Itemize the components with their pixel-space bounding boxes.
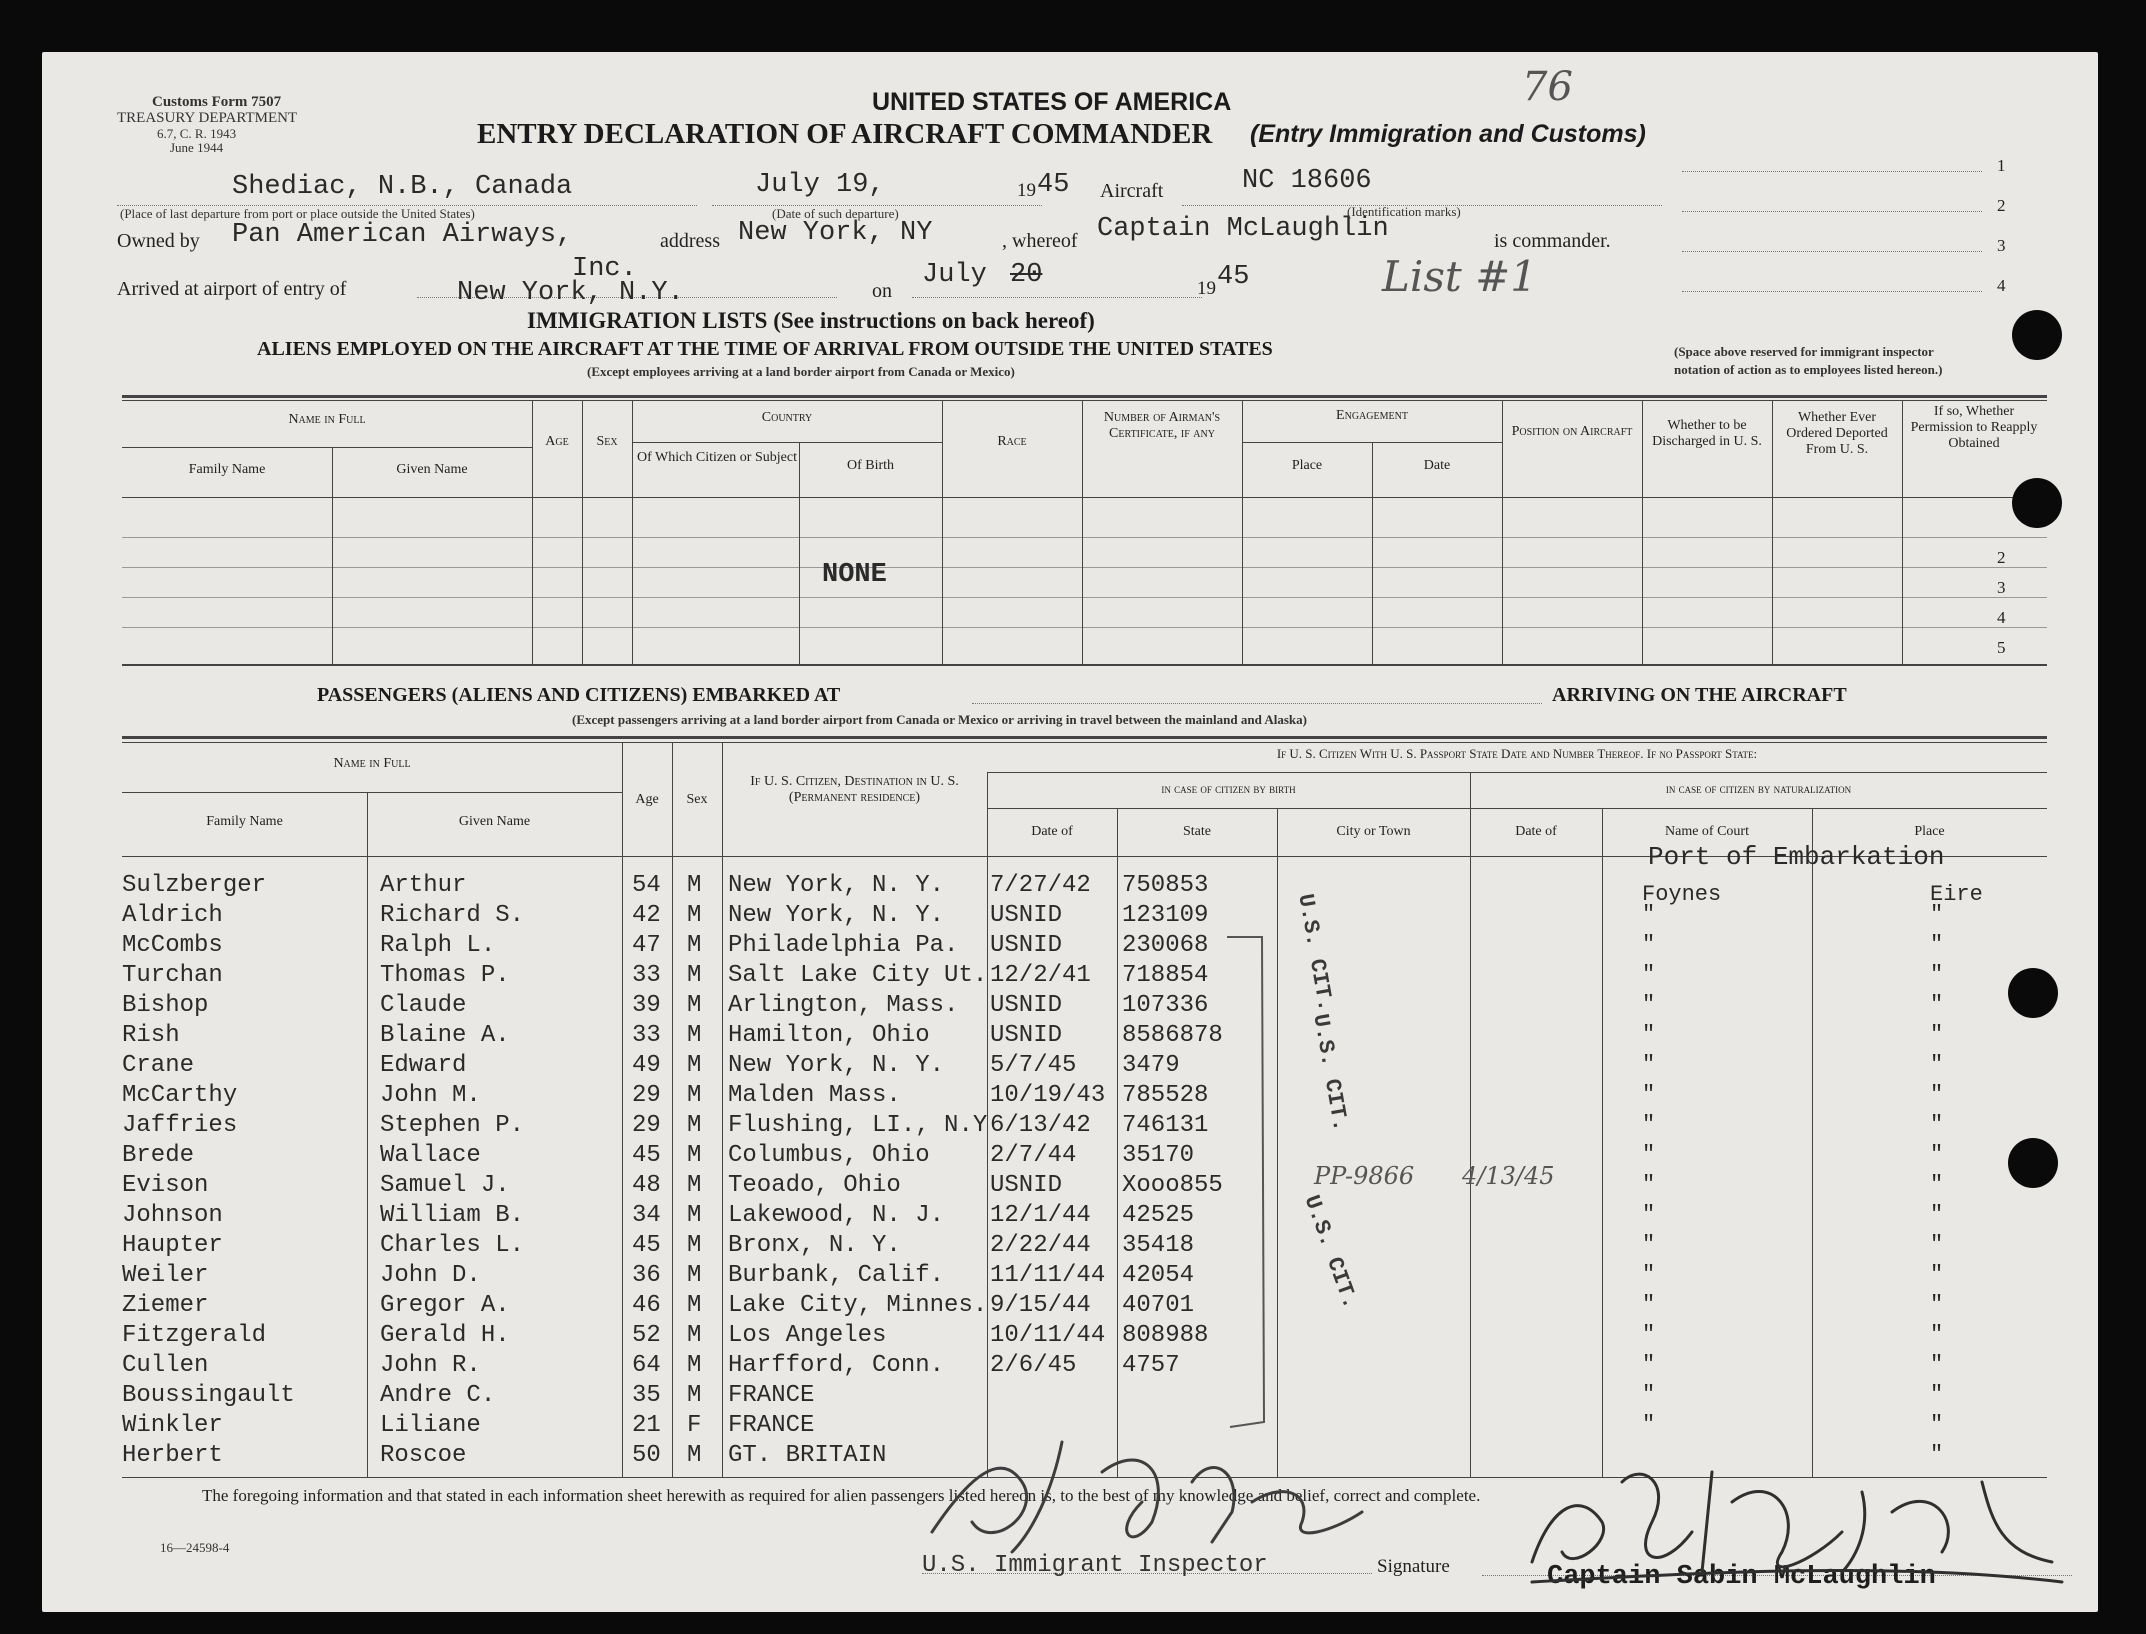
passport-note-handwritten: PP-9866 (1314, 1162, 1415, 1190)
owner-name[interactable]: Pan American Airways, (232, 220, 573, 250)
passenger-passport-number[interactable]: 3479 (1122, 1052, 1180, 1079)
passenger-destination[interactable]: New York, N. Y. (728, 1052, 945, 1079)
pcol-state: State (1183, 824, 1211, 839)
commander-signature (1512, 1442, 2072, 1592)
passenger-given-name[interactable]: Samuel J. (380, 1172, 510, 1199)
passenger-place[interactable]: " (1930, 1262, 1944, 1287)
passenger-family-name[interactable]: Brede (122, 1142, 195, 1169)
inspector-label: U.S. Immigrant Inspector (922, 1552, 1268, 1579)
passenger-destination[interactable]: Arlington, Mass. (728, 992, 959, 1019)
passenger-family-name[interactable]: Haupter (122, 1232, 223, 1259)
passenger-court[interactable]: " (1642, 1202, 1656, 1227)
passenger-family-name[interactable]: Crane (122, 1052, 195, 1079)
passenger-destination[interactable]: Salt Lake City Ut. (728, 962, 988, 989)
passenger-place[interactable]: " (1930, 1352, 1944, 1377)
passenger-given-name[interactable]: Wallace (380, 1142, 481, 1169)
pcol-date-of-2: Date of (1515, 824, 1557, 839)
passenger-age[interactable]: 54 (632, 872, 661, 899)
passenger-court[interactable]: " (1642, 1172, 1656, 1197)
passenger-court[interactable]: Foynes (1642, 882, 1722, 907)
passenger-destination[interactable]: Bronx, N. Y. (728, 1232, 901, 1259)
passenger-family-name[interactable]: Herbert (122, 1442, 223, 1469)
aliens-none: NONE (822, 560, 887, 590)
country-heading: UNITED STATES OF AMERICA (872, 88, 1232, 116)
signer-name: Captain Sabin McLaughlin (1547, 1562, 1936, 1592)
reserved-note-2: notation of action as to employees listed hereon.) (1674, 362, 1943, 377)
passenger-passport-date[interactable]: 10/11/44 (990, 1322, 1106, 1349)
passenger-family-name[interactable]: Aldrich (122, 902, 223, 929)
passenger-age[interactable]: 64 (632, 1352, 661, 1379)
passenger-family-name[interactable]: Bishop (122, 992, 209, 1019)
passenger-sex[interactable]: M (687, 1262, 702, 1289)
binder-hole (2008, 968, 2058, 1018)
us-cit-mark: U.S. CIT. (1292, 892, 1338, 1014)
passenger-passport-date[interactable]: USNID (990, 902, 1063, 929)
passenger-passport-number[interactable]: 40701 (1122, 1292, 1195, 1319)
passenger-passport-date[interactable]: USNID (990, 1022, 1063, 1049)
passenger-age[interactable]: 45 (632, 1232, 661, 1259)
passenger-age[interactable]: 21 (632, 1412, 661, 1439)
passenger-sex[interactable]: M (687, 1082, 702, 1109)
passenger-given-name[interactable]: John D. (380, 1262, 481, 1289)
passenger-age[interactable]: 35 (632, 1382, 661, 1409)
passenger-given-name[interactable]: Liliane (380, 1412, 481, 1439)
reserved-line-4 (1682, 290, 1982, 292)
passenger-family-name[interactable]: Sulzberger (122, 872, 267, 899)
on-label: on (872, 280, 892, 302)
passenger-passport-date[interactable]: 11/11/44 (990, 1262, 1106, 1289)
passenger-given-name[interactable]: John R. (380, 1352, 481, 1379)
passenger-place[interactable]: " (1930, 1202, 1944, 1227)
signature-label: Signature (1377, 1556, 1450, 1577)
passenger-passport-date[interactable]: USNID (990, 992, 1063, 1019)
passenger-court[interactable]: " (1642, 1292, 1656, 1317)
page-number: 76 (1522, 64, 1573, 110)
passenger-age[interactable]: 29 (632, 1112, 661, 1139)
passenger-sex[interactable]: M (687, 902, 702, 929)
passenger-passport-number[interactable]: 107336 (1122, 992, 1209, 1019)
passenger-place[interactable]: " (1930, 992, 1944, 1017)
col-of-birth: Of Birth (846, 458, 895, 473)
passenger-family-name[interactable]: Boussingault (122, 1382, 295, 1409)
passenger-age[interactable]: 33 (632, 1022, 661, 1049)
passenger-place[interactable]: " (1930, 902, 1944, 927)
pcol-city: City or Town (1336, 824, 1411, 839)
departure-date-label: (Date of such departure) (772, 206, 899, 221)
passenger-given-name[interactable]: William B. (380, 1202, 525, 1229)
address-label: address (660, 230, 720, 252)
passenger-destination[interactable]: Hamilton, Ohio (728, 1022, 930, 1049)
aircraft-label: Aircraft (1100, 180, 1164, 202)
port-of-embarkation-note: Port of Embarkation (1648, 842, 1945, 872)
passenger-passport-date[interactable]: 12/2/41 (990, 962, 1091, 989)
col-given-name: Given Name (396, 462, 468, 477)
passenger-destination[interactable]: FRANCE (728, 1412, 815, 1439)
passenger-passport-number[interactable]: 35418 (1122, 1232, 1195, 1259)
passenger-sex[interactable]: M (687, 1442, 702, 1469)
passenger-sex[interactable]: M (687, 992, 702, 1019)
aircraft-id[interactable]: NC 18606 (1242, 166, 1372, 196)
passenger-passport-date[interactable]: 5/7/45 (990, 1052, 1077, 1079)
col-position: Position on Aircraft (1511, 424, 1633, 439)
passenger-given-name[interactable]: Gregor A. (380, 1292, 510, 1319)
passenger-given-name[interactable]: Charles L. (380, 1232, 525, 1259)
col-citizen-of: Of Which Citizen or Subject (637, 450, 797, 465)
aliens-row-number: 5 (1997, 638, 2006, 657)
pcol-by-birth: in case of citizen by birth (1161, 781, 1296, 796)
passenger-age[interactable]: 49 (632, 1052, 661, 1079)
col-country: Country (761, 410, 813, 425)
passenger-passport-number[interactable]: 808988 (1122, 1322, 1209, 1349)
passenger-passport-date[interactable]: 7/27/42 (990, 872, 1091, 899)
passenger-place[interactable]: " (1930, 1232, 1944, 1257)
col-engagement-place: Place (1291, 458, 1323, 473)
col-name-in-full: Name in Full (288, 412, 366, 427)
passenger-court[interactable]: " (1642, 1052, 1656, 1077)
pcol-sex: Sex (686, 792, 708, 807)
passenger-sex[interactable]: M (687, 1112, 702, 1139)
passenger-place[interactable]: " (1930, 1052, 1944, 1077)
binder-hole (2012, 310, 2062, 360)
bracket-mark (1222, 932, 1282, 1432)
passenger-passport-date[interactable]: 2/6/45 (990, 1352, 1077, 1379)
form-id: Customs Form 7507 (152, 94, 282, 110)
passenger-court[interactable]: " (1642, 1082, 1656, 1107)
aircraft-id-label: (Identification marks) (1347, 204, 1461, 219)
reserved-line-1 (1682, 170, 1982, 172)
passenger-destination[interactable]: Philadelphia Pa. (728, 932, 959, 959)
passenger-destination[interactable]: New York, N. Y. (728, 872, 945, 899)
passenger-age[interactable]: 34 (632, 1202, 661, 1229)
reserved-line-number: 2 (1997, 196, 2006, 215)
passenger-court[interactable]: " (1642, 1142, 1656, 1167)
passenger-family-name[interactable]: Rish (122, 1022, 180, 1049)
passenger-sex[interactable]: M (687, 962, 702, 989)
passenger-destination[interactable]: FRANCE (728, 1382, 815, 1409)
declaration-form-sheet (42, 52, 2098, 1612)
passenger-court[interactable]: " (1642, 902, 1656, 927)
passenger-age[interactable]: 42 (632, 902, 661, 929)
passenger-destination[interactable]: Lakewood, N. J. (728, 1202, 945, 1229)
passenger-age[interactable]: 50 (632, 1442, 661, 1469)
passenger-sex[interactable]: M (687, 1322, 702, 1349)
arrival-place[interactable]: New York, N.Y. (457, 278, 684, 308)
certification-statement: The foregoing information and that stated in each information sheet herewith as required for alien passengers listed hereon is, to the best of my knowledge and belief, correct and complete. (202, 1486, 1481, 1505)
passenger-given-name[interactable]: John M. (380, 1082, 481, 1109)
year-prefix: 19 (1017, 180, 1036, 201)
aliens-note: (Except employees arriving at a land border airport from Canada or Mexico) (587, 364, 1015, 379)
whereof-label: , whereof (1002, 230, 1078, 252)
passenger-court[interactable]: " (1642, 992, 1656, 1017)
passenger-destination[interactable]: Flushing, LI., N.Y (728, 1112, 988, 1139)
passenger-age[interactable]: 45 (632, 1142, 661, 1169)
passenger-sex[interactable]: M (687, 1232, 702, 1259)
passenger-court[interactable]: " (1642, 1262, 1656, 1287)
passenger-family-name[interactable]: Ziemer (122, 1292, 209, 1319)
passenger-passport-number[interactable]: 230068 (1122, 932, 1209, 959)
passenger-destination[interactable]: Malden Mass. (728, 1082, 901, 1109)
passenger-age[interactable]: 52 (632, 1322, 661, 1349)
pcol-by-naturalization: in case of citizen by naturalization (1665, 781, 1852, 796)
pcol-family-name: Family Name (206, 814, 283, 829)
passenger-given-name[interactable]: Stephen P. (380, 1112, 525, 1139)
passenger-sex[interactable]: M (687, 872, 702, 899)
col-family-name: Family Name (188, 462, 266, 477)
passenger-destination[interactable]: Burbank, Calif. (728, 1262, 945, 1289)
passenger-family-name[interactable]: Winkler (122, 1412, 223, 1439)
col-age: Age (545, 434, 569, 449)
passenger-place[interactable]: Eire (1930, 882, 1983, 907)
passenger-passport-number[interactable]: 718854 (1122, 962, 1209, 989)
form-subtitle: (Entry Immigration and Customs) (1250, 120, 1646, 148)
reserved-line-number: 1 (1997, 156, 2006, 175)
passenger-passport-number[interactable]: 123109 (1122, 902, 1209, 929)
owner-name-cont[interactable]: Inc. (572, 254, 637, 284)
passenger-passport-number[interactable]: 42525 (1122, 1202, 1195, 1229)
passenger-court[interactable]: " (1642, 1022, 1656, 1047)
form-code: 16—24598-4 (160, 1540, 230, 1555)
departure-place-label: (Place of last departure from port or place outside the United States) (120, 206, 475, 221)
passenger-place[interactable]: " (1930, 1112, 1944, 1137)
passenger-court[interactable]: " (1642, 962, 1656, 987)
passenger-place[interactable]: " (1930, 1292, 1944, 1317)
passengers-title-right: ARRIVING ON THE AIRCRAFT (1552, 684, 1847, 706)
passenger-passport-date[interactable]: 10/19/43 (990, 1082, 1106, 1109)
reserved-line-2 (1682, 210, 1982, 212)
passenger-age[interactable]: 46 (632, 1292, 661, 1319)
passenger-destination[interactable]: Los Angeles (728, 1322, 887, 1349)
passenger-given-name[interactable]: Andre C. (380, 1382, 496, 1409)
passenger-passport-number[interactable]: 42054 (1122, 1262, 1195, 1289)
col-airman-cert: Number of Airman's Certificate, if any (1103, 410, 1221, 442)
passenger-family-name[interactable]: Cullen (122, 1352, 209, 1379)
passenger-place[interactable]: " (1930, 1082, 1944, 1107)
passenger-sex[interactable]: M (687, 1382, 702, 1409)
passenger-passport-number[interactable]: 746131 (1122, 1112, 1209, 1139)
arrival-year[interactable]: 45 (1217, 262, 1250, 292)
passenger-place[interactable]: " (1930, 1412, 1944, 1437)
form-title: ENTRY DECLARATION OF AIRCRAFT COMMANDER (477, 118, 1213, 150)
passenger-court[interactable]: " (1642, 1322, 1656, 1347)
passenger-destination[interactable]: Lake City, Minnes. (728, 1292, 988, 1319)
arrival-year-prefix: 19 (1197, 278, 1216, 299)
reserved-line-number: 3 (1997, 236, 2006, 255)
passenger-given-name[interactable]: Gerald H. (380, 1322, 510, 1349)
pcol-name-in-full: Name in Full (333, 756, 411, 771)
passenger-court[interactable]: " (1642, 932, 1656, 957)
departure-date[interactable]: July 19, (755, 170, 885, 200)
aliens-row-number: 3 (1997, 578, 2006, 597)
is-commander-label: is commander. (1494, 230, 1611, 252)
passenger-family-name[interactable]: Jaffries (122, 1112, 238, 1139)
aliens-title: ALIENS EMPLOYED ON THE AIRCRAFT AT THE TIME OF ARRIVAL FROM OUTSIDE THE UNITED STATES (257, 338, 1273, 360)
passenger-age[interactable]: 48 (632, 1172, 661, 1199)
passenger-given-name[interactable]: Thomas P. (380, 962, 510, 989)
arrived-label: Arrived at airport of entry of (117, 278, 347, 300)
passenger-destination[interactable]: GT. BRITAIN (728, 1442, 887, 1469)
pcol-passport-note: If U. S. Citizen With U. S. Passport State Date and Number Thereof. If no Passport State: (1276, 746, 1758, 761)
passenger-passport-date[interactable]: 2/7/44 (990, 1142, 1077, 1169)
arrival-date-month[interactable]: July (922, 260, 987, 290)
passenger-age[interactable]: 36 (632, 1262, 661, 1289)
arrival-date-day[interactable]: 20 (1010, 260, 1043, 290)
passenger-court[interactable]: " (1642, 1232, 1656, 1257)
passenger-passport-number[interactable]: 785528 (1122, 1082, 1209, 1109)
passenger-place[interactable]: " (1930, 1442, 1944, 1467)
passenger-given-name[interactable]: Blaine A. (380, 1022, 510, 1049)
reserved-line-number: 4 (1997, 276, 2006, 295)
pcol-date-of: Date of (1031, 824, 1073, 839)
passenger-place[interactable]: " (1930, 962, 1944, 987)
pcol-destination: If U. S. Citizen, Destination in U. S. (Permanent residence) (750, 774, 959, 806)
col-discharged: Whether to be Discharged in U. S. (1652, 418, 1762, 450)
passengers-title-left: PASSENGERS (ALIENS AND CITIZENS) EMBARKED AT (317, 684, 841, 706)
passenger-family-name[interactable]: McCarthy (122, 1082, 238, 1109)
pcol-place: Place (1914, 824, 1945, 839)
col-engagement: Engagement (1336, 408, 1408, 423)
passenger-passport-number[interactable]: 750853 (1122, 872, 1209, 899)
inspector-signature (912, 1412, 1392, 1562)
passenger-passport-date[interactable]: USNID (990, 1172, 1063, 1199)
embarked-at-line (972, 702, 1542, 704)
passenger-court[interactable]: " (1642, 1352, 1656, 1377)
aliens-row-number: 4 (1997, 608, 2006, 627)
passenger-passport-date[interactable]: 12/1/44 (990, 1202, 1091, 1229)
passport-date-handwritten: 4/13/45 (1462, 1162, 1555, 1190)
form-date: June 1944 (170, 140, 224, 155)
passenger-age[interactable]: 29 (632, 1082, 661, 1109)
col-engagement-date: Date (1423, 458, 1451, 473)
reserved-note-1: (Space above reserved for immigrant inspector (1674, 344, 1934, 359)
passenger-place[interactable]: " (1930, 1172, 1944, 1197)
passenger-place[interactable]: " (1930, 1142, 1944, 1167)
departure-place[interactable]: Shediac, N.B., Canada (232, 172, 573, 202)
passenger-given-name[interactable]: Claude (380, 992, 467, 1019)
form-cfr: 6.7, C. R. 1943 (157, 126, 237, 141)
passenger-passport-number[interactable]: 4757 (1122, 1352, 1180, 1379)
passenger-passport-date[interactable]: 6/13/42 (990, 1112, 1091, 1139)
passenger-court[interactable]: " (1642, 1112, 1656, 1137)
passenger-sex[interactable]: M (687, 1202, 702, 1229)
passenger-given-name[interactable]: Edward (380, 1052, 467, 1079)
passenger-destination[interactable]: New York, N. Y. (728, 902, 945, 929)
passenger-age[interactable]: 47 (632, 932, 661, 959)
passenger-passport-date[interactable]: USNID (990, 932, 1063, 959)
col-sex: Sex (596, 434, 618, 449)
immigration-lists-title: IMMIGRATION LISTS (See instructions on back hereof) (527, 308, 1095, 333)
binder-hole (2012, 478, 2062, 528)
passenger-age[interactable]: 33 (632, 962, 661, 989)
passenger-family-name[interactable]: Turchan (122, 962, 223, 989)
col-deported: Whether Ever Ordered Deported From U. S. (1786, 410, 1888, 458)
col-permission: If so, Whether Permission to Reapply Obtained (1910, 404, 2038, 452)
passenger-passport-date[interactable]: 2/22/44 (990, 1232, 1091, 1259)
pcol-court: Name of Court (1665, 824, 1749, 839)
passenger-place[interactable]: " (1930, 932, 1944, 957)
passenger-sex[interactable]: M (687, 1292, 702, 1319)
passenger-sex[interactable]: M (687, 1352, 702, 1379)
list-note-handwritten: List #1 (1382, 252, 1538, 301)
passenger-given-name[interactable]: Ralph L. (380, 932, 496, 959)
col-race: Race (997, 434, 1027, 449)
departure-year[interactable]: 45 (1037, 170, 1070, 200)
passenger-court[interactable]: " (1642, 1412, 1656, 1437)
binder-hole (2008, 1138, 2058, 1188)
passenger-court[interactable]: " (1642, 1382, 1656, 1407)
passenger-destination[interactable]: Columbus, Ohio (728, 1142, 930, 1169)
passenger-sex[interactable]: F (687, 1412, 702, 1439)
arrival-date-line (912, 296, 1202, 298)
passengers-note: (Except passengers arriving at a land border airport from Canada or Mexico or arriving in travel between the mainland and Alaska) (572, 712, 1307, 727)
passenger-sex[interactable]: M (687, 1022, 702, 1049)
passenger-family-name[interactable]: Johnson (122, 1202, 223, 1229)
passenger-destination[interactable]: Harfford, Conn. (728, 1352, 945, 1379)
passenger-destination[interactable]: Teoado, Ohio (728, 1172, 901, 1199)
passenger-place[interactable]: " (1930, 1322, 1944, 1347)
us-cit-mark: U.S. CIT. (1307, 1012, 1353, 1134)
passenger-passport-number[interactable]: 8586878 (1122, 1022, 1223, 1049)
owner-address[interactable]: New York, NY (738, 218, 933, 248)
passenger-sex[interactable]: M (687, 1172, 702, 1199)
passenger-sex[interactable]: M (687, 932, 702, 959)
commander-name[interactable]: Captain McLaughlin (1097, 214, 1389, 244)
passenger-given-name[interactable]: Arthur (380, 872, 467, 899)
passenger-passport-date[interactable]: 9/15/44 (990, 1292, 1091, 1319)
passenger-family-name[interactable]: Weiler (122, 1262, 209, 1289)
passenger-sex[interactable]: M (687, 1052, 702, 1079)
passenger-place[interactable]: " (1930, 1022, 1944, 1047)
passenger-passport-number[interactable]: Xooo855 (1122, 1172, 1223, 1199)
owned-by-label: Owned by (117, 230, 200, 252)
passenger-age[interactable]: 39 (632, 992, 661, 1019)
us-cit-mark: U.S. CIT. (1298, 1192, 1363, 1313)
pcol-given-name: Given Name (458, 814, 531, 829)
passenger-given-name[interactable]: Roscoe (380, 1442, 467, 1469)
form-dept: TREASURY DEPARTMENT (117, 110, 298, 126)
passenger-passport-number[interactable]: 35170 (1122, 1142, 1195, 1169)
reserved-line-3 (1682, 250, 1982, 252)
passenger-family-name[interactable]: McCombs (122, 932, 223, 959)
passenger-family-name[interactable]: Evison (122, 1172, 209, 1199)
passenger-given-name[interactable]: Richard S. (380, 902, 525, 929)
passenger-place[interactable]: " (1930, 1382, 1944, 1407)
passenger-family-name[interactable]: Fitzgerald (122, 1322, 267, 1349)
passenger-sex[interactable]: M (687, 1142, 702, 1169)
aliens-row-number: 2 (1997, 548, 2006, 567)
pcol-age: Age (635, 792, 659, 807)
